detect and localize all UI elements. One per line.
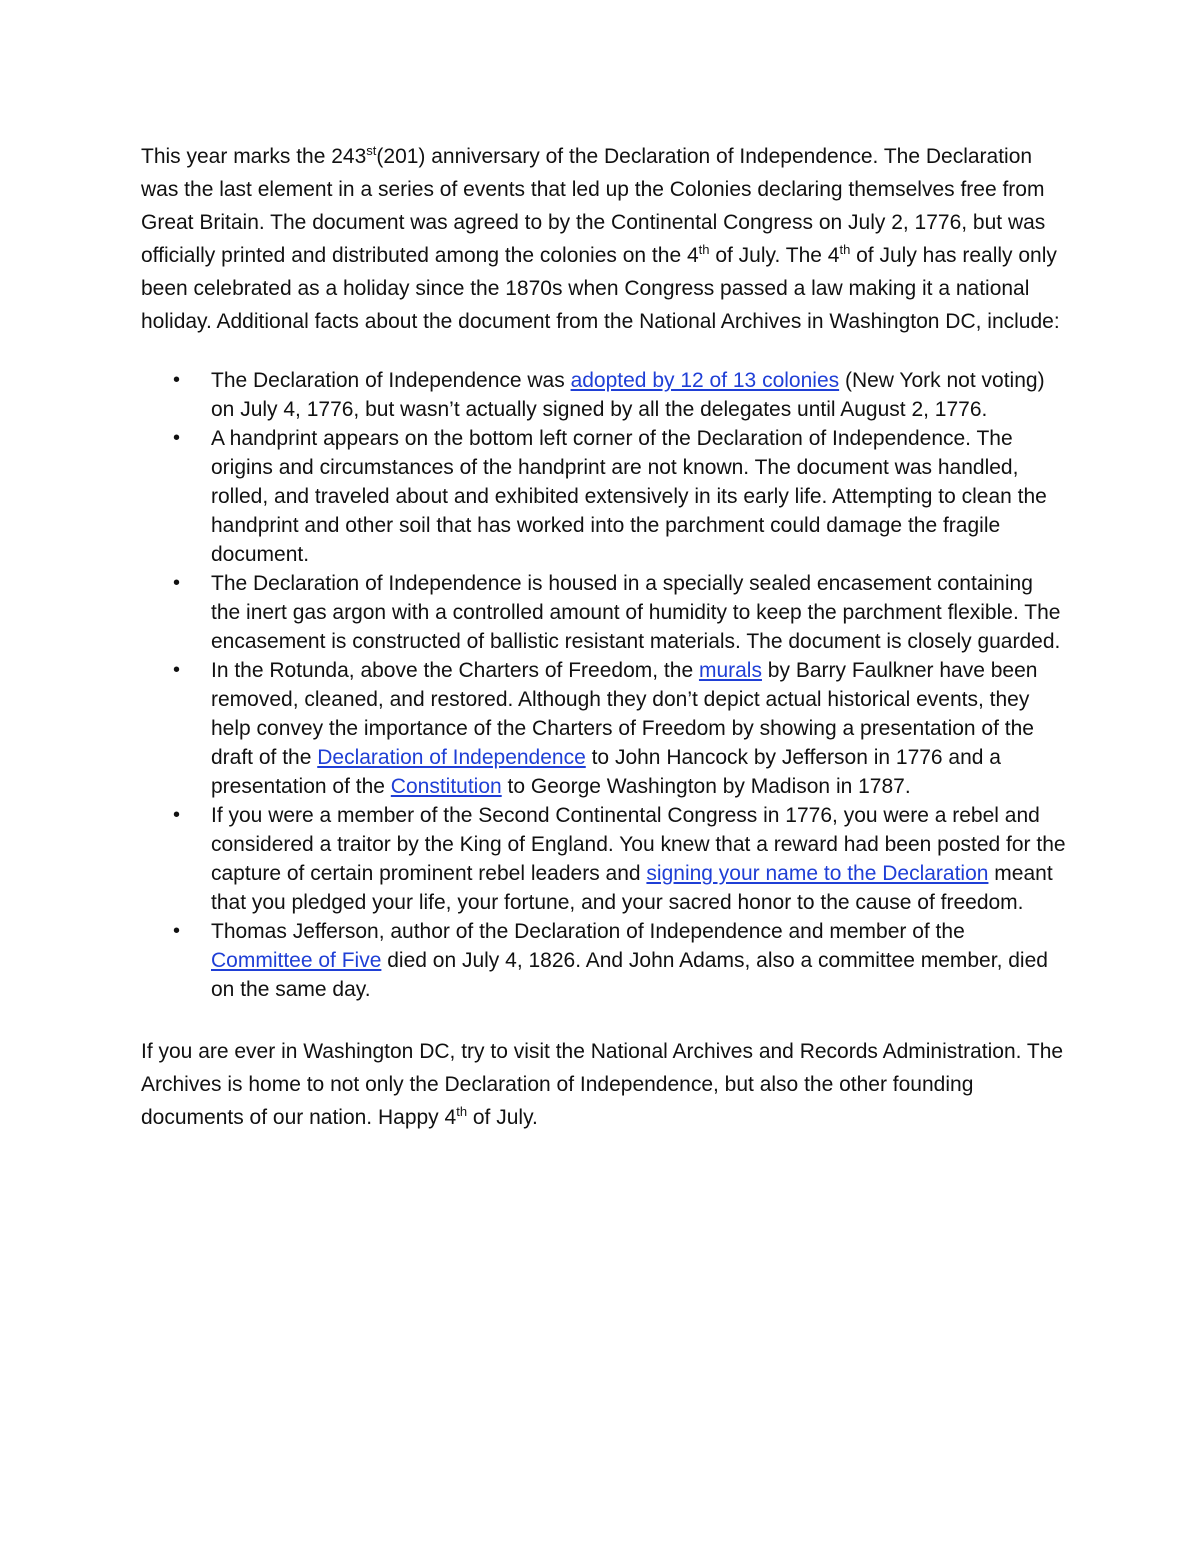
fact-text: The Declaration of Independence was bbox=[211, 369, 571, 392]
intro-paragraph bbox=[141, 140, 1066, 338]
declaration-link[interactable]: Declaration of Independence bbox=[317, 746, 586, 769]
list-item bbox=[141, 424, 1066, 569]
intro-text: (201) anniversary of the Declaration of Independence. The Declaration was the last element in a series of events that led up the Colonies declaring themselves free from Great Britain. The document was agreed to by the Continental Congress on July 2, 1776, but was officially printed and distributed among the colonies on the 4 bbox=[141, 145, 1046, 267]
list-item bbox=[141, 917, 1066, 1004]
fact-text: In the Rotunda, above the Charters of Freedom, the bbox=[211, 659, 699, 682]
closing-text: If you are ever in Washington DC, try to visit the National Archives and Records Administration. The Archives is home to not only the Declaration of Independence, but also the other founding documents of our nation. Happy 4 bbox=[141, 1040, 1064, 1129]
fact-text: by Barry Faulkner have been removed, cleaned, and restored. Although they don’t depict actual historical events, they help convey the importance of the Charters of Freedom by showing a presentation of the draft of the bbox=[211, 659, 1038, 769]
fact-text: to George Washington by Madison in 1787. bbox=[501, 775, 911, 798]
closing-paragraph bbox=[141, 1035, 1066, 1134]
list-item bbox=[141, 801, 1066, 917]
list-item bbox=[141, 569, 1066, 656]
ordinal-suffix: th bbox=[698, 242, 710, 257]
adopted-link[interactable]: adopted by 12 of 13 colonies bbox=[570, 369, 840, 392]
intro-text: of July has really only been celebrated as a holiday since the 1870s when Congress passed a law making it a national holiday. Additional facts about the document from the National Archives in Washington DC, include: bbox=[141, 244, 1060, 333]
fact-text: meant that you pledged your life, your fortune, and your sacred honor to the cause of freedom. bbox=[211, 862, 1053, 914]
bullet-icon: • bbox=[173, 572, 181, 594]
list-item bbox=[141, 656, 1066, 801]
bullet-icon: • bbox=[173, 427, 181, 449]
committee-of-five-link[interactable]: Committee of Five bbox=[211, 949, 382, 972]
bullet-icon: • bbox=[173, 659, 181, 681]
fact-text: If you were a member of the Second Continental Congress in 1776, you were a rebel and considered a traitor by the King of England. You knew that a reward had been posted for the capture of certain prominent rebel leaders and bbox=[211, 804, 1066, 885]
fact-text: A handprint appears on the bottom left corner of the Declaration of Independence. The origins and circumstances of the handprint are not known. The document was handled, rolled, and traveled about and exhibited extensively in its early life. Attempting to clean the handprint and other soil that has worked into the parchment could damage the fragile document. bbox=[211, 427, 1047, 566]
ordinal-suffix: st bbox=[366, 143, 377, 158]
facts-list bbox=[141, 366, 1066, 1004]
document-page bbox=[141, 140, 1066, 1134]
constitution-link[interactable]: Constitution bbox=[390, 775, 502, 798]
murals-link[interactable]: murals bbox=[698, 659, 762, 682]
intro-text: of July. The 4 bbox=[709, 244, 840, 267]
bullet-icon: • bbox=[173, 804, 181, 826]
ordinal-suffix: th bbox=[839, 242, 851, 257]
fact-text: died on July 4, 1826. And John Adams, also a committee member, died on the same day. bbox=[211, 949, 1048, 1001]
signing-link[interactable]: signing your name to the Declaration bbox=[646, 862, 989, 885]
list-item bbox=[141, 366, 1066, 424]
closing-text: of July. bbox=[467, 1106, 538, 1129]
bullet-icon: • bbox=[173, 920, 181, 942]
fact-text: (New York not voting) on July 4, 1776, but wasn’t actually signed by all the delegates until August 2, 1776. bbox=[211, 369, 1045, 421]
fact-text: to John Hancock by Jefferson in 1776 and a presentation of the bbox=[211, 746, 1001, 798]
fact-text: The Declaration of Independence is housed in a specially sealed encasement containing the inert gas argon with a controlled amount of humidity to keep the parchment flexible. The encasement is constructed of ballistic resistant materials. The document is closely guarded. bbox=[211, 572, 1061, 653]
intro-text: This year marks the 243 bbox=[141, 145, 367, 168]
fact-text: Thomas Jefferson, author of the Declaration of Independence and member of the bbox=[211, 920, 965, 943]
ordinal-suffix: th bbox=[456, 1104, 468, 1119]
bullet-icon: • bbox=[173, 369, 181, 391]
